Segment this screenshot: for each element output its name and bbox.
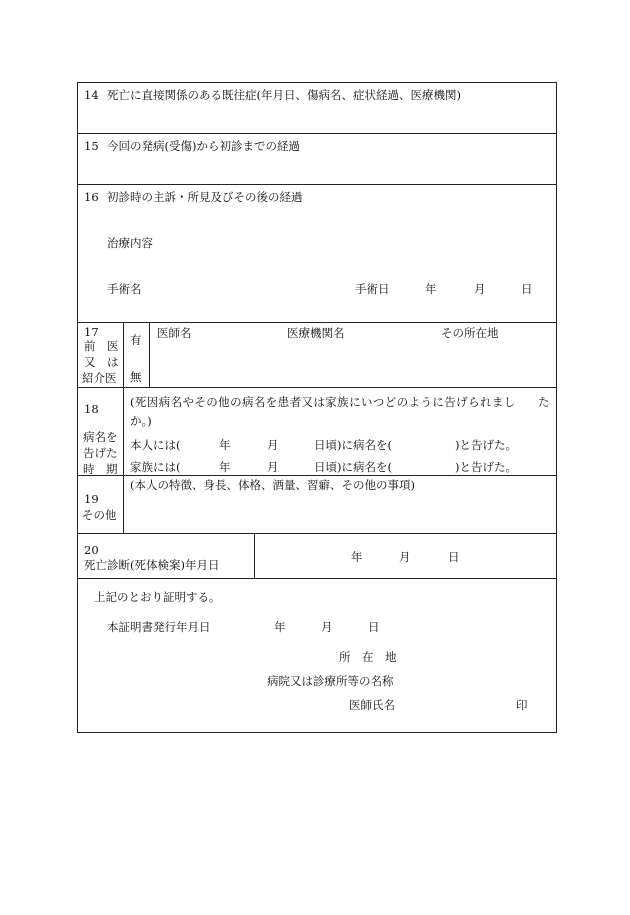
doctor-name-signature-label: 医師氏名: [349, 698, 395, 712]
family-told: )と告げた。: [455, 460, 517, 474]
treatment-label: 治療内容: [107, 236, 153, 250]
row-17-previous-doctor: [78, 323, 556, 388]
row-15-label: 今回の発病(受傷)から初診までの経過: [107, 139, 300, 153]
row-19-side: その他: [82, 508, 117, 522]
family-year: 年: [219, 460, 231, 474]
row-17-side-4: は: [107, 355, 119, 369]
surgery-month: 月: [474, 282, 486, 296]
certification-statement: 上記のとおり証明する。: [94, 590, 221, 604]
row-18-side-1: 病名を: [83, 430, 118, 444]
row-19-divider: [123, 476, 124, 533]
issue-day: 日: [368, 620, 380, 634]
row-18-side-2: 告げた: [83, 446, 118, 460]
row-17-divider-2: [149, 323, 150, 387]
disclosure-question-1: (死因病名やその他の病名を患者又は家族にいつどのように告げられまし: [130, 395, 516, 409]
self-year: 年: [219, 438, 231, 452]
row-20-label: 死亡診断(死体検案)年月日: [84, 558, 220, 572]
self-told: )と告げた。: [455, 438, 517, 452]
self-prefix: 本人には(: [130, 438, 181, 452]
issue-year: 年: [274, 620, 286, 634]
doctor-name-label: 医師名: [157, 326, 192, 340]
surgery-date-label: 手術日: [355, 282, 390, 296]
certification-block: [78, 579, 556, 732]
row-19-number: 19: [84, 492, 99, 506]
seal-mark: 印: [516, 698, 528, 712]
row-15-number: 15: [84, 139, 99, 153]
row-17-number: 17: [84, 325, 99, 339]
surgery-year: 年: [425, 282, 437, 296]
row-18-side-3b: 期: [106, 462, 118, 476]
row-17-side-1: 前: [84, 339, 96, 353]
row-18-disclosure: [78, 388, 556, 476]
self-day: 日頃)に病名を(: [314, 438, 392, 452]
row-16-label: 初診時の主訴・所見及びその後の経過: [107, 190, 303, 204]
row-20-death-date: [78, 534, 556, 579]
surgery-name-label: 手術名: [107, 282, 142, 296]
row-18-divider: [123, 388, 124, 475]
row-17-side-3: 又: [84, 355, 96, 369]
location-label: その所在地: [441, 326, 499, 340]
row-17-divider-1: [123, 323, 124, 387]
row-18-number: 18: [84, 402, 99, 416]
row-19-other: [78, 476, 556, 534]
row-20-number: 20: [84, 543, 99, 557]
row-16-first-visit: [78, 185, 556, 323]
row-15-course-to-first-visit: [78, 134, 556, 185]
row-17-side-2: 医: [107, 339, 119, 353]
row-16-number: 16: [84, 190, 99, 204]
address-label: 所 在 地: [339, 650, 397, 664]
certificate-form: [77, 82, 557, 733]
death-month: 月: [399, 550, 411, 564]
self-month: 月: [267, 438, 279, 452]
row-14-prior-illness: [78, 83, 556, 134]
institution-label: 医療機関名: [287, 326, 345, 340]
none-label: 無: [130, 370, 142, 384]
row-14-label: 死亡に直接関係のある既往症(年月日、傷病名、症状経過、医療機関): [107, 88, 461, 102]
issue-month: 月: [321, 620, 333, 634]
row-18-side-3a: 時: [83, 462, 95, 476]
has-label: 有: [130, 333, 142, 347]
death-year: 年: [351, 550, 363, 564]
disclosure-question-2: か。): [130, 414, 152, 428]
family-month: 月: [267, 460, 279, 474]
surgery-day: 日: [521, 282, 533, 296]
row-19-note: (本人の特徴、身長、体格、酒量、習癖、その他の事項): [130, 478, 415, 492]
death-day: 日: [448, 550, 460, 564]
issue-date-label: 本証明書発行年月日: [107, 620, 211, 634]
row-14-number: 14: [84, 88, 99, 102]
row-17-side-5: 紹介医: [82, 371, 117, 385]
disclosure-question-1-end: た: [538, 395, 550, 409]
family-prefix: 家族には(: [130, 460, 181, 474]
row-20-divider: [254, 534, 255, 578]
hospital-name-label: 病院又は診療所等の名称: [267, 674, 394, 688]
family-day: 日頃)に病名を(: [314, 460, 392, 474]
